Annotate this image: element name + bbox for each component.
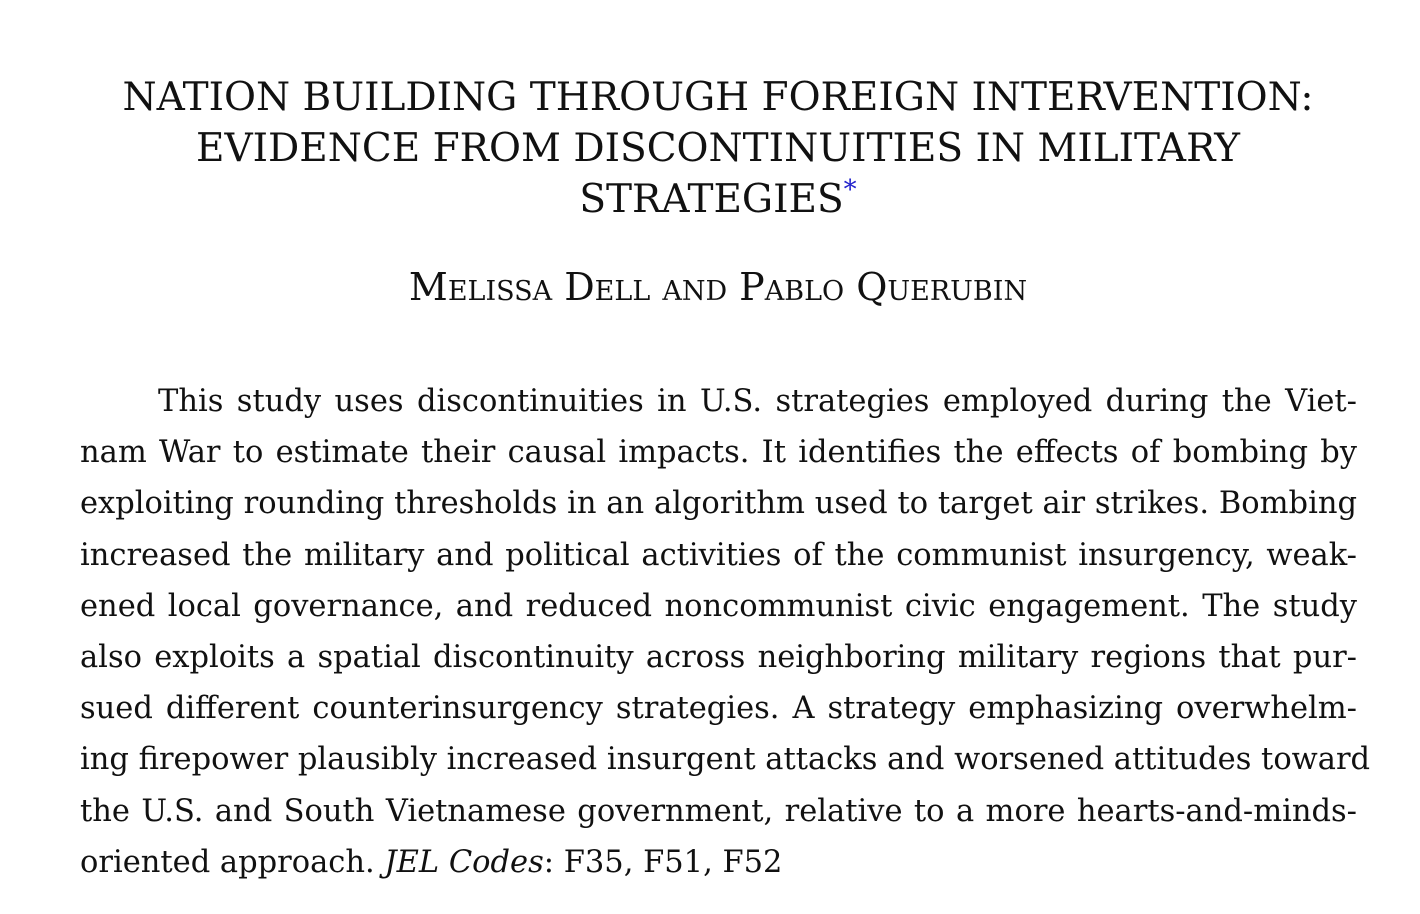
abstract-line: ened local governance, and reduced noncommunist civic engagement. The study [80, 588, 1357, 624]
paper-authors: Melissa Dell and Pablo Querubin [408, 265, 1028, 309]
abstract-line: sued different counterinsurgency strategies. A strategy emphasizing overwhelm- [80, 691, 1357, 727]
abstract-line-last [80, 837, 1357, 888]
abstract-last-text: oriented approach. [80, 844, 385, 880]
title-line: NATION BUILDING THROUGH FOREIGN INTERVENTION: [122, 75, 1314, 120]
title-footnote-link[interactable]: * [843, 175, 857, 205]
abstract-line: nam War to estimate their causal impacts. It identifies the effects of bombing by [80, 435, 1357, 471]
abstract-line: the U.S. and South Vietnamese government, relative to a more hearts-and-minds- [80, 793, 1357, 829]
abstract-line: exploiting rounding thresholds in an algorithm used to target air strikes. Bombing [80, 486, 1357, 522]
paper-title [70, 72, 1366, 225]
abstract-line: also exploits a spatial discontinuity across neighboring military regions that pur- [80, 640, 1357, 676]
abstract-line: This study uses discontinuities in U.S. strategies employed during the Viet- [158, 384, 1357, 419]
jel-codes-value: : F35, F51, F52 [543, 844, 783, 880]
title-line: EVIDENCE FROM DISCONTINUITIES IN MILITARY [195, 126, 1240, 171]
jel-codes-label: JEL Codes [384, 844, 544, 880]
abstract-line: ing firepower plausibly increased insurgent attacks and worsened attitudes toward [80, 742, 1371, 778]
paper-abstract [80, 376, 1371, 888]
title-line: STRATEGIES [579, 177, 844, 222]
abstract-line: increased the military and political activities of the communist insurgency, weak- [80, 537, 1357, 573]
